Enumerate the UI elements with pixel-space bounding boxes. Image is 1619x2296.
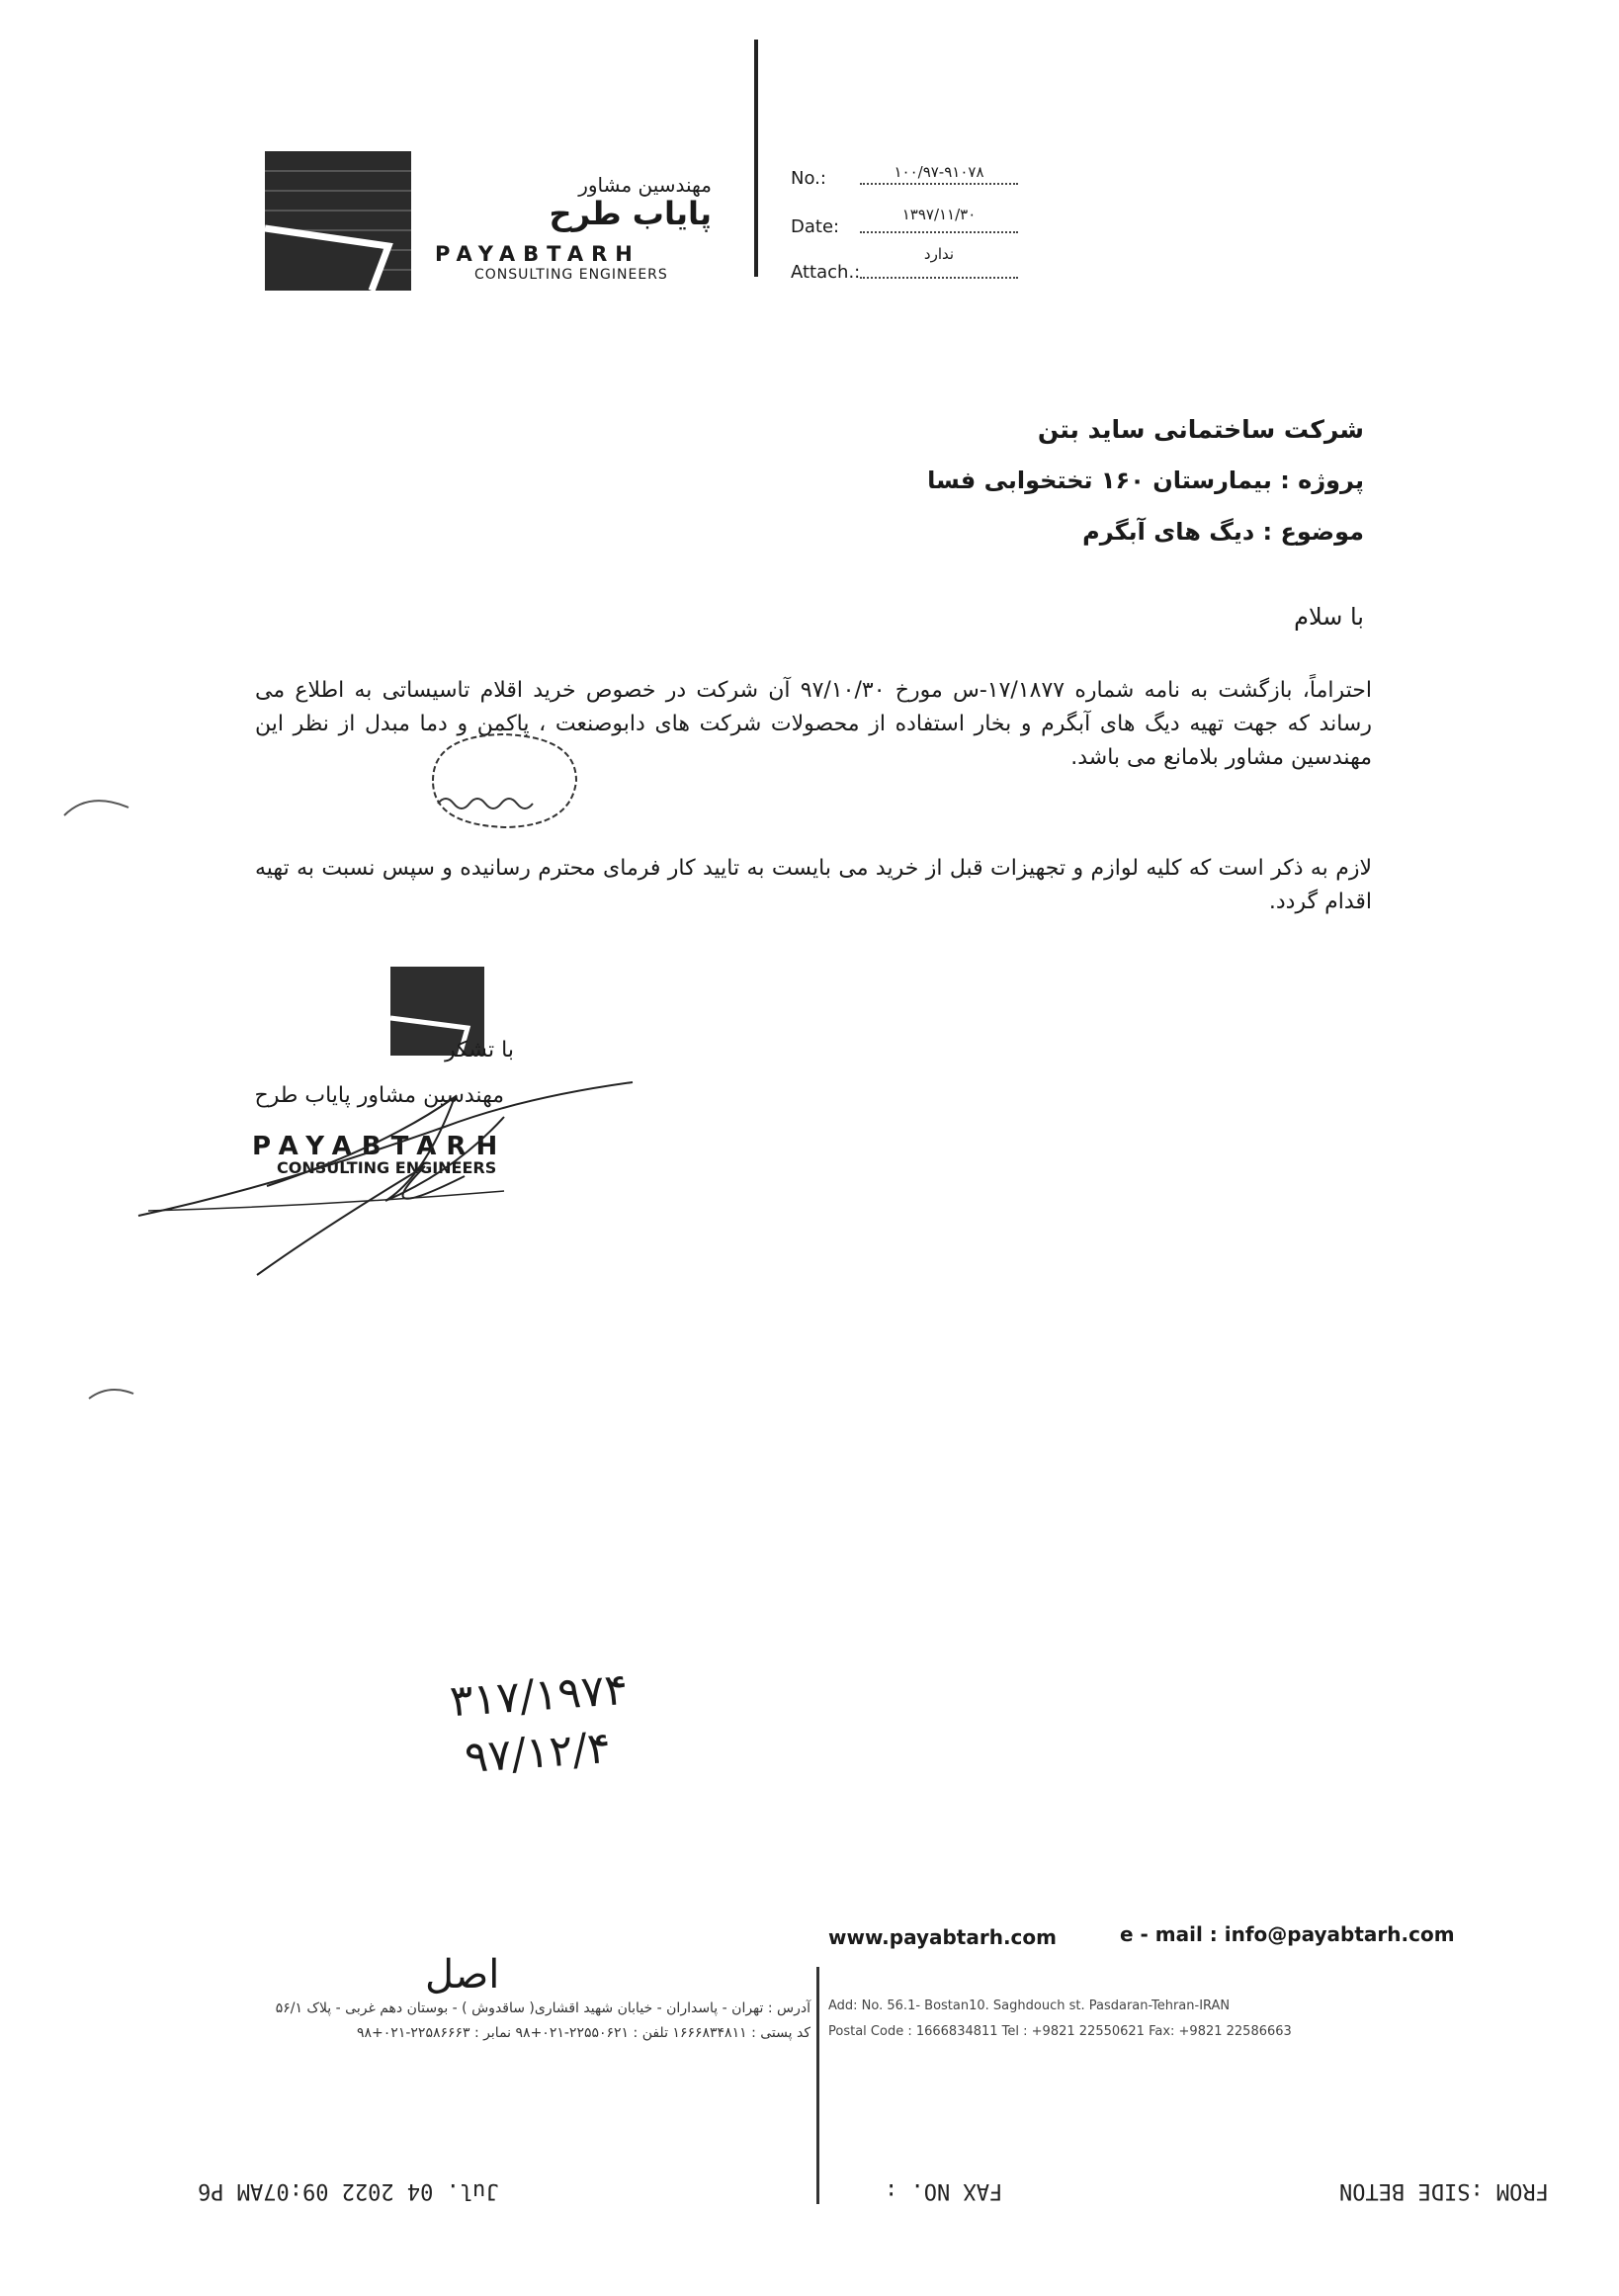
fax-from: FROM :SIDE BETON — [1339, 2178, 1549, 2203]
margin-mark — [59, 786, 148, 825]
letter-number-value: ۱۰۰/۹۷-۹۱۰۷۸ — [894, 163, 984, 181]
logo-persian-name: پایاب طرح — [549, 195, 712, 232]
letter-attach-label: Attach.: — [791, 262, 861, 283]
logo-english-subtitle: CONSULTING ENGINEERS — [474, 267, 668, 283]
letter-attach-value: ندارد — [923, 245, 955, 263]
handwritten-initials: اصل — [425, 1952, 500, 1998]
stamp-english-subtitle: CONSULTING ENGINEERS — [277, 1158, 497, 1177]
handwritten-date: ۹۷/۱۲/۴ — [463, 1722, 613, 1784]
letter-date-label: Date: — [791, 216, 840, 237]
footer-divider — [816, 1967, 819, 2204]
handwritten-reference: ۳۱۷/۱۹۷۴ — [448, 1663, 630, 1728]
margin-mark — [84, 1379, 143, 1408]
dotted-line — [860, 231, 1018, 233]
signature-scribble — [128, 1067, 662, 1285]
project-line: پروژه : بیمارستان ۱۶۰ تختخوابی فسا — [927, 467, 1364, 494]
fax-number: FAX NO. : — [885, 2178, 1003, 2203]
subject-line: موضوع : دیگ های آبگرم — [1082, 518, 1364, 546]
recipient: شرکت ساختمانی ساید بتن — [1037, 415, 1364, 444]
closing: با تشکر — [445, 1038, 514, 1063]
company-logo — [265, 151, 411, 291]
footer-website: www.payabtarh.com — [828, 1925, 1057, 1949]
footer-postal-persian: کد پستی : ۱۶۶۶۸۳۴۸۱۱ تلفن : ۲۲۵۵۰۶۲۱-۰۲۱+۹۸ نمابر : ۲۲۵۸۶۶۶۳-۰۲۱+۹۸ — [357, 2025, 810, 2041]
fax-timestamp: Jul. 04 2022 09:07AM P6 — [198, 2178, 499, 2203]
logo-english-name: PAYABTARH — [435, 242, 640, 266]
footer-email: e - mail : info@payabtarh.com — [1120, 1922, 1455, 1946]
header-divider — [754, 40, 758, 277]
footer-postal-english: Postal Code : 1666834811 Tel : +9821 22550621 Fax: +9821 22586663 — [828, 2024, 1292, 2039]
dotted-line — [860, 183, 1018, 185]
body-paragraph-1: احتراماً، بازگشت به نامه شماره ۱۷/۱۸۷۷-س مورخ ۹۷/۱۰/۳۰ آن شرکت در خصوص خرید اقلام تاسیساتی به اطلاع می رساند که جهت تهیه دیگ های آبگرم و بخار استفاده از محصولات شرکت های دابوصنعت ، پاکمن و دما مبدل از نظر این مهندسین مشاور بلامانع می باشد. — [255, 678, 1372, 770]
letter-number-row — [791, 161, 1018, 189]
letter-date-value: ۱۳۹۷/۱۱/۳۰ — [901, 206, 977, 223]
letter-attach-row — [791, 245, 1018, 283]
greeting: با سلام — [1294, 603, 1364, 631]
footer-address-persian: آدرس : تهران - پاسداران - خیابان شهید اقشاری( ساقدوش ) - بوستان دهم غربی - پلاک ۵۶/۱ — [275, 2000, 810, 2016]
footer-address-english: Add: No. 56.1- Bostan10. Saghdouch st. Pasdaran-Tehran-IRAN — [828, 1998, 1231, 2013]
stamp-english-name: PAYABTARH — [252, 1132, 508, 1161]
body-paragraph-2: لازم به ذکر است که کلیه لوازم و تجهیزات قبل از خرید می بایست به تایید کار فرمای محترم رسانیده و سپس نسبت به تهیه اقدام گردد. — [255, 856, 1372, 914]
wavy-circle-mark — [413, 726, 591, 835]
logo-persian-subtitle: مهندسین مشاور — [578, 173, 712, 197]
letter-date-row — [791, 206, 1018, 237]
signatory-company: مهندسین مشاور پایاب طرح — [254, 1083, 504, 1108]
logo-mark-icon — [265, 151, 411, 291]
dotted-line — [860, 277, 1018, 279]
letter-number-label: No.: — [791, 168, 826, 189]
